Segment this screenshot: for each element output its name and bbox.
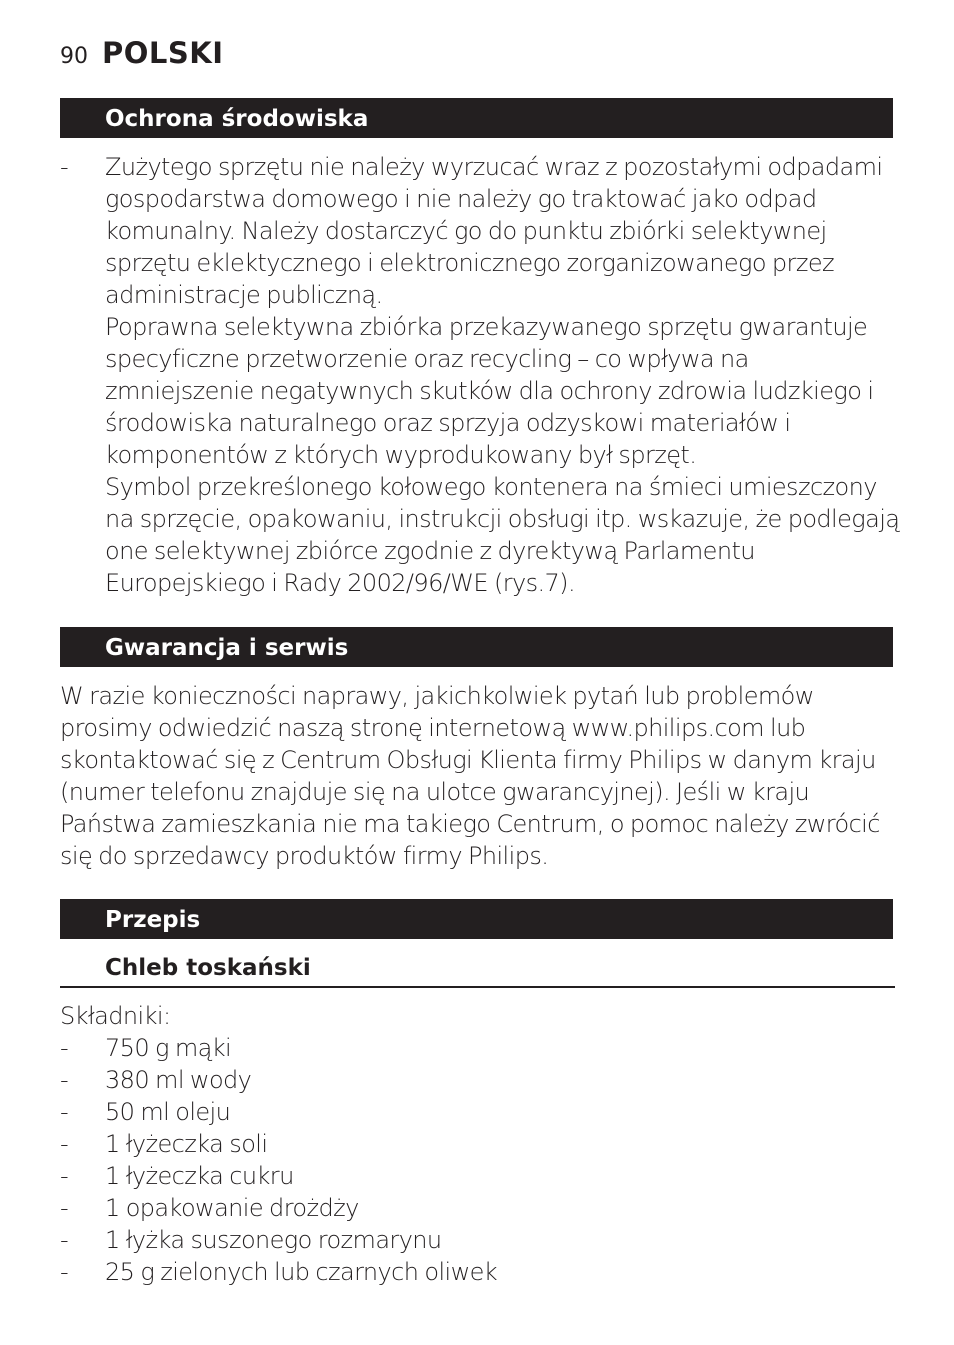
dash-marker: - [60, 1162, 69, 1190]
ingredient-item [60, 1192, 497, 1224]
ingredient-text: 1 łyżeczka cukru [105, 1162, 294, 1190]
section-heading-environment: Ochrona środowiska [60, 98, 893, 138]
section-heading-recipe: Przepis [60, 899, 893, 939]
environment-line: specyficzne przetworzenie oraz recycling – co wpływa na [105, 345, 749, 373]
ingredient-text: 750 g mąki [105, 1034, 232, 1062]
environment-line: Poprawna selektywna zbiórka przekazywanego sprzętu gwarantuje [105, 313, 868, 341]
ingredient-text: 380 ml wody [105, 1066, 252, 1094]
ingredients-section [60, 1000, 497, 1288]
warranty-line: się do sprzedawcy produktów firmy Philips. [60, 842, 549, 870]
environment-line: administracje publiczną. [105, 281, 383, 309]
ingredient-item [60, 1128, 497, 1160]
ingredient-item [60, 1096, 497, 1128]
warranty-section-body [60, 680, 880, 872]
warranty-line: (numer telefonu znajduje się na ulotce gwarancyjnej). Jeśli w kraju [60, 778, 810, 806]
dash-marker: - [60, 1130, 69, 1158]
dash-marker: - [60, 153, 69, 181]
warranty-line: Państwa zamieszkania nie ma takiego Centrum, o pomoc należy zwrócić [60, 810, 880, 838]
ingredient-item [60, 1032, 497, 1064]
ingredients-label: Składniki: [60, 1002, 171, 1030]
environment-line: one selektywnej zbiórce zgodnie z dyrektywą Parlamentu [105, 537, 755, 565]
environment-line: Europejskiego i Rady 2002/96/WE (rys.7). [105, 569, 575, 597]
dash-marker: - [60, 1258, 69, 1286]
environment-line: zmniejszenie negatywnych skutków dla ochrony zdrowia ludzkiego i [105, 377, 874, 405]
environment-line: Symbol przekreślonego kołowego kontenera na śmieci umieszczony [105, 473, 877, 501]
page-header [60, 36, 224, 72]
dash-marker: - [60, 1034, 69, 1062]
dash-marker: - [60, 1194, 69, 1222]
dash-marker: - [60, 1098, 69, 1126]
ingredient-item [60, 1256, 497, 1288]
ingredient-text: 50 ml oleju [105, 1098, 231, 1126]
page-number: 90 [60, 44, 88, 69]
ingredient-item [60, 1224, 497, 1256]
recipe-subheading: Chleb toskański [60, 950, 895, 988]
ingredient-item [60, 1064, 497, 1096]
ingredient-item [60, 1160, 497, 1192]
environment-line: środowiska naturalnego oraz sprzyja odzyskowi materiałów i [105, 409, 791, 437]
warranty-line: skontaktować się z Centrum Obsługi Klienta firmy Philips w danym kraju [60, 746, 876, 774]
environment-line: gospodarstwa domowego i nie należy go traktować jako odpad [105, 185, 817, 213]
environment-line: komunalny. Należy dostarczyć go do punktu zbiórki selektywnej [105, 217, 827, 245]
environment-section-body [60, 151, 899, 599]
dash-marker: - [60, 1226, 69, 1254]
section-heading-warranty: Gwarancja i serwis [60, 627, 893, 667]
dash-marker: - [60, 1066, 69, 1094]
warranty-line: W razie konieczności naprawy, jakichkolwiek pytań lub problemów [60, 682, 814, 710]
environment-line: na sprzęcie, opakowaniu, instrukcji obsługi itp. wskazuje, że podlegają [105, 505, 900, 533]
environment-dash-item [60, 151, 899, 599]
ingredient-text: 1 łyżka suszonego rozmarynu [105, 1226, 442, 1254]
environment-line: sprzętu eklektycznego i elektronicznego zorganizowanego przez [105, 249, 834, 277]
ingredient-text: 1 opakowanie drożdży [105, 1194, 359, 1222]
ingredient-text: 1 łyżeczka soli [105, 1130, 268, 1158]
warranty-line: prosimy odwiedzić naszą stronę internetową www.philips.com lub [60, 714, 806, 742]
environment-line: Zużytego sprzętu nie należy wyrzucać wraz z pozostałymi odpadami [105, 153, 883, 181]
environment-line: komponentów z których wyprodukowany był sprzęt. [105, 441, 697, 469]
language-label: POLSKI [102, 36, 224, 70]
ingredient-text: 25 g zielonych lub czarnych oliwek [105, 1258, 498, 1286]
